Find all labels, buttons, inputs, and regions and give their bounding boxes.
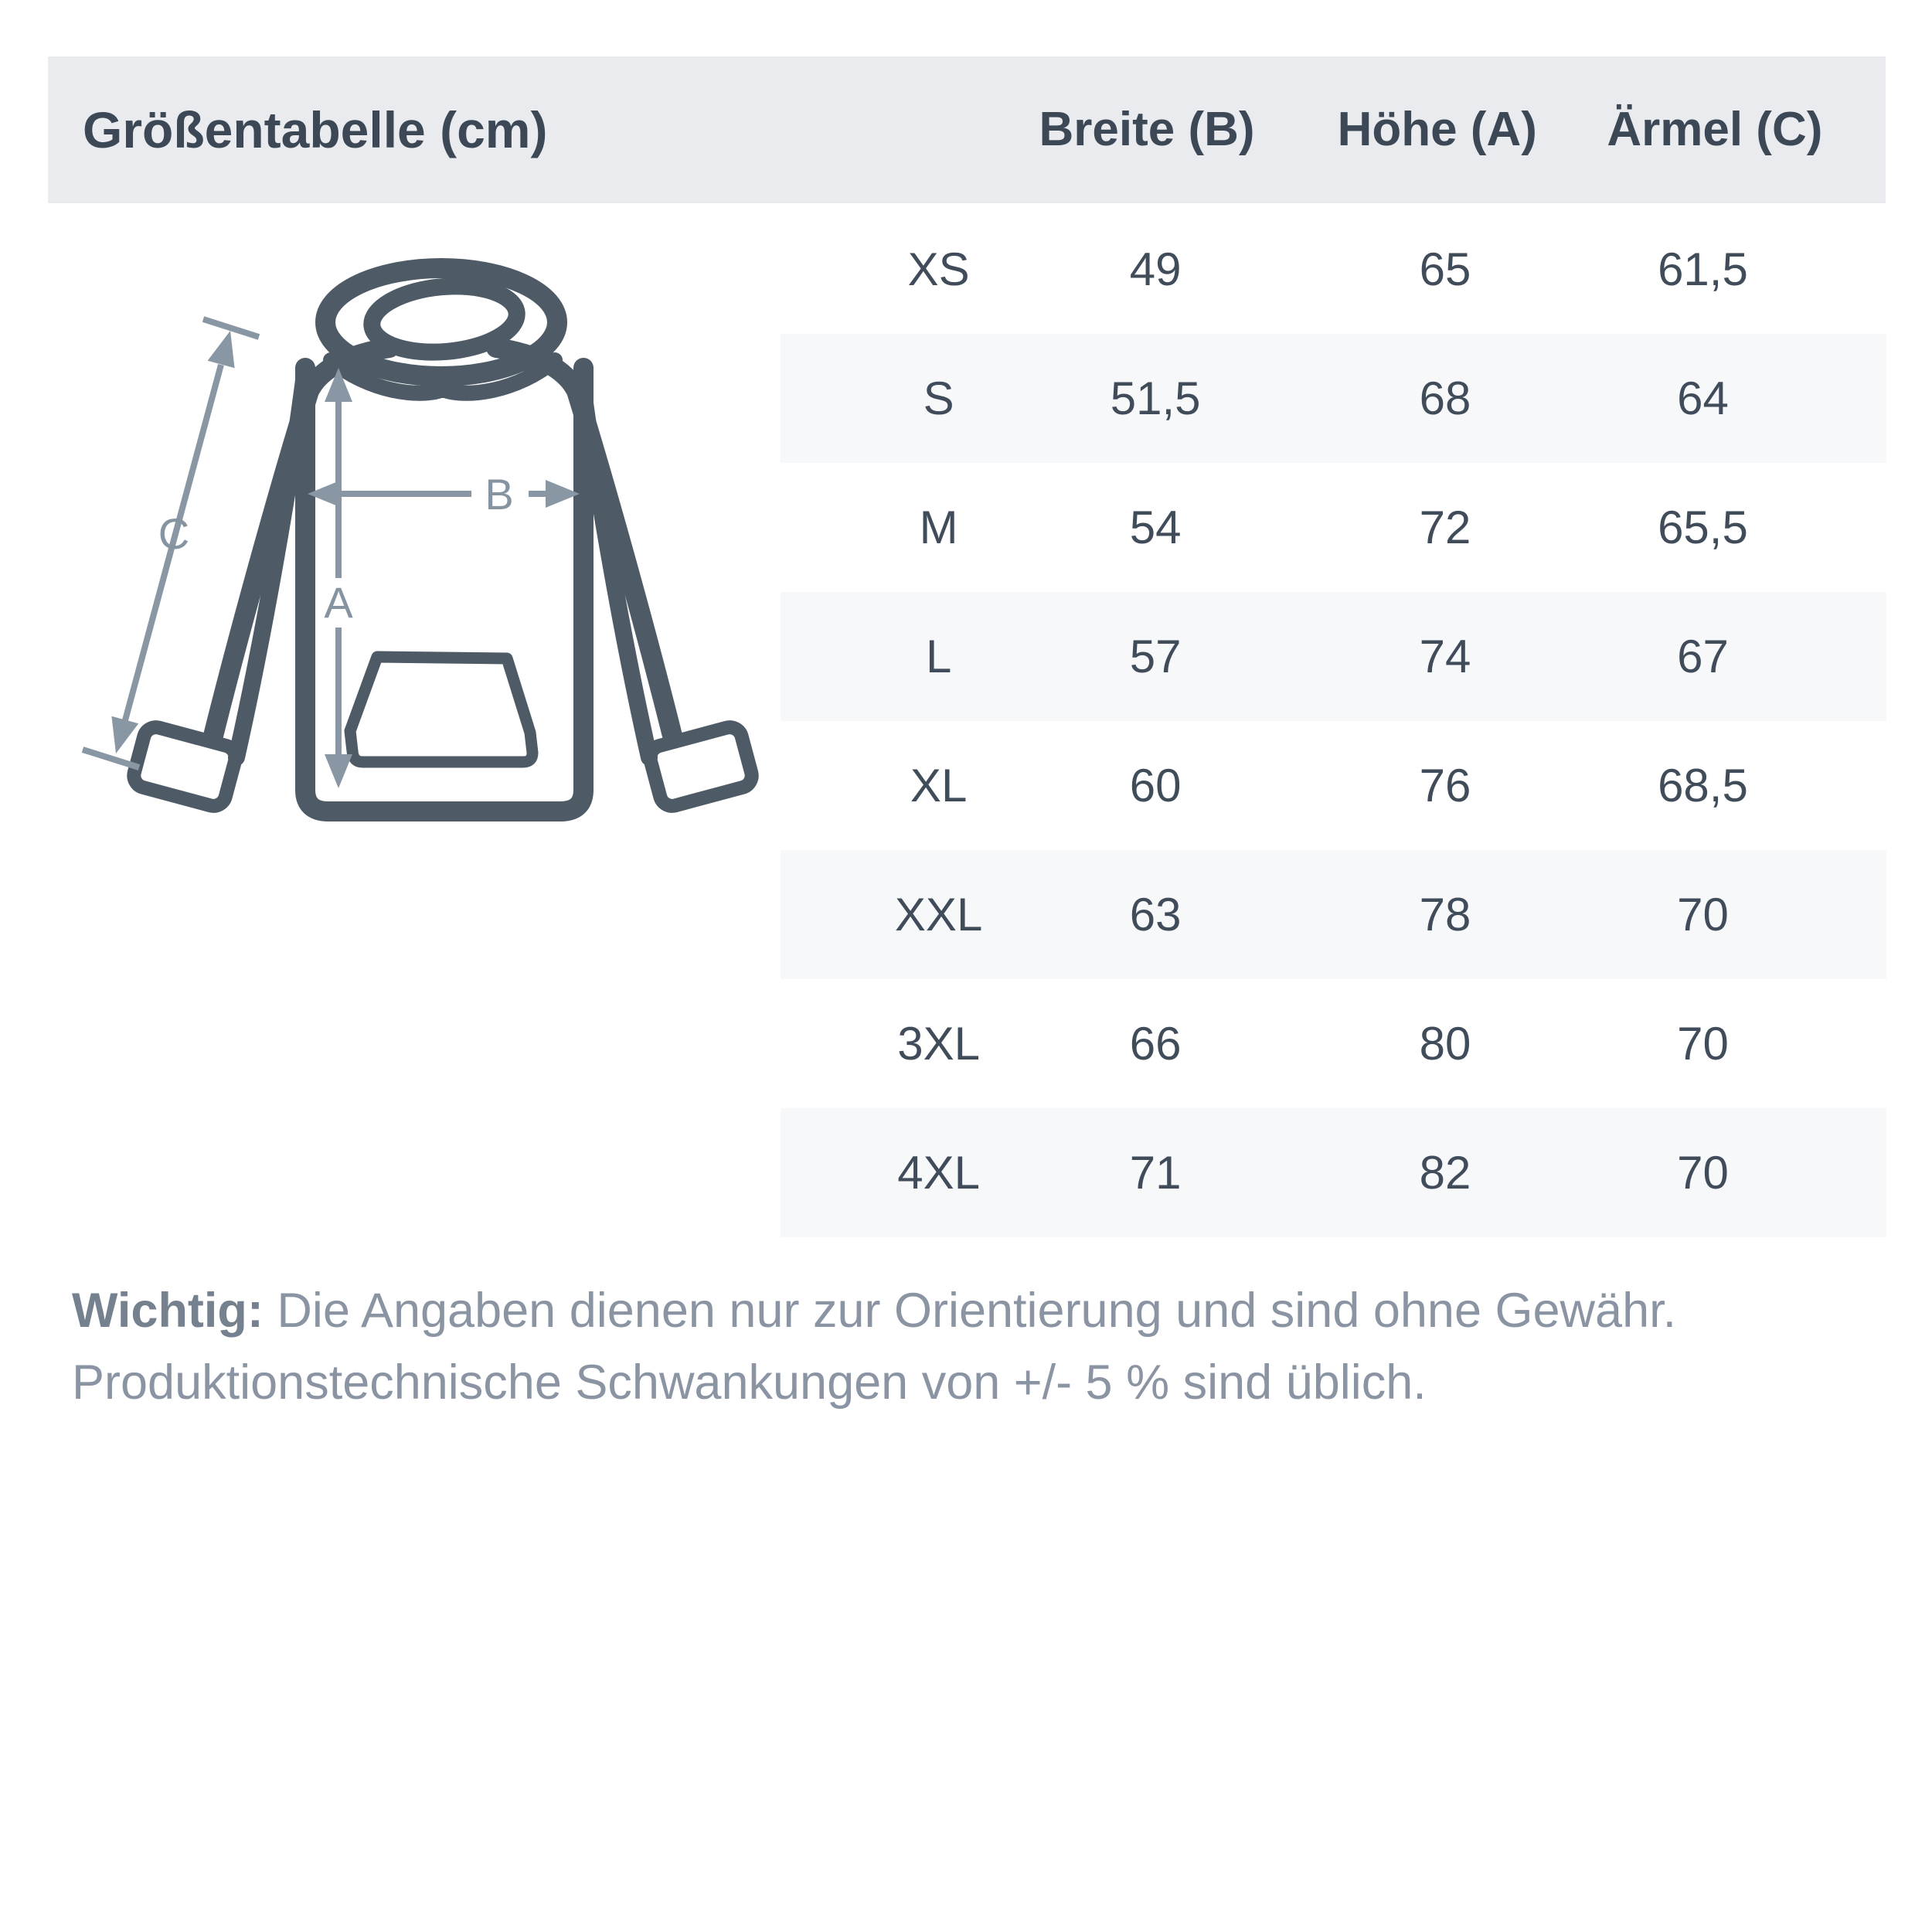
hood-inner	[369, 281, 520, 358]
breite-cell: 63	[1129, 889, 1182, 940]
table-row	[781, 721, 1886, 850]
disclaimer-line1: Die Angaben dienen nur zur Orientierung und sind ohne Gewähr.	[277, 1284, 1677, 1338]
breite-cell: 66	[1129, 1018, 1182, 1070]
hoehe-cell: 72	[1419, 502, 1471, 553]
table-row	[781, 1108, 1886, 1237]
disclaimer-note	[72, 1275, 1872, 1419]
breite-cell: 71	[1129, 1147, 1182, 1199]
disclaimer-prefix: Wichtig:	[72, 1284, 264, 1338]
size-cell: XL	[910, 760, 968, 811]
aermel-cell: 65,5	[1658, 502, 1748, 553]
size-table	[781, 205, 1886, 1237]
size-cell: 3XL	[897, 1018, 981, 1070]
aermel-cell: 68,5	[1658, 760, 1748, 811]
label-b: B	[485, 470, 514, 519]
measure-tick-bottom	[83, 750, 139, 767]
aermel-cell: 70	[1677, 1147, 1729, 1199]
size-cell: S	[923, 372, 954, 424]
breite-cell: 60	[1129, 760, 1182, 811]
breite-cell: 51,5	[1110, 372, 1201, 424]
sleeve-left-inner	[236, 374, 304, 757]
disclaimer-line2: Produktionstechnische Schwankungen von +/- 5 % sind üblich.	[72, 1355, 1427, 1410]
hoodie-diagram	[62, 216, 796, 873]
column-header-breite: Breite (B)	[1039, 103, 1255, 156]
hoehe-cell: 65	[1419, 243, 1471, 295]
breite-cell: 54	[1129, 502, 1182, 553]
hoehe-cell: 82	[1419, 1147, 1471, 1199]
table-row	[781, 979, 1886, 1108]
hoehe-cell: 76	[1419, 760, 1471, 811]
label-c: C	[158, 509, 190, 558]
page-title: Größentabelle (cm)	[83, 101, 548, 158]
table-row	[781, 463, 1886, 592]
header-bar	[48, 56, 1886, 203]
size-cell: L	[925, 631, 952, 682]
aermel-cell: 70	[1677, 889, 1729, 940]
size-cell: XXL	[894, 889, 983, 940]
table-row	[781, 205, 1886, 334]
table-row	[781, 592, 1886, 721]
table-row	[781, 850, 1886, 979]
hoehe-cell: 74	[1419, 631, 1471, 682]
breite-cell: 49	[1129, 243, 1182, 295]
breite-cell: 57	[1129, 631, 1182, 682]
size-cell: M	[919, 502, 958, 553]
aermel-cell: 70	[1677, 1018, 1729, 1070]
hoehe-cell: 78	[1419, 889, 1471, 940]
column-header-hoehe: Höhe (A)	[1337, 103, 1537, 156]
column-header-aermel: Ärmel (C)	[1607, 103, 1823, 156]
label-a: A	[324, 578, 353, 627]
measure-arrow-b	[308, 480, 580, 508]
table-row	[781, 334, 1886, 463]
hoehe-cell: 80	[1419, 1018, 1471, 1070]
pocket	[350, 657, 532, 762]
aermel-cell: 61,5	[1658, 243, 1748, 295]
measure-tick-top	[203, 319, 259, 337]
hoehe-cell: 68	[1419, 372, 1471, 424]
aermel-cell: 67	[1677, 631, 1729, 682]
aermel-cell: 64	[1677, 372, 1729, 424]
size-cell: XS	[907, 243, 970, 295]
size-cell: 4XL	[897, 1147, 981, 1199]
